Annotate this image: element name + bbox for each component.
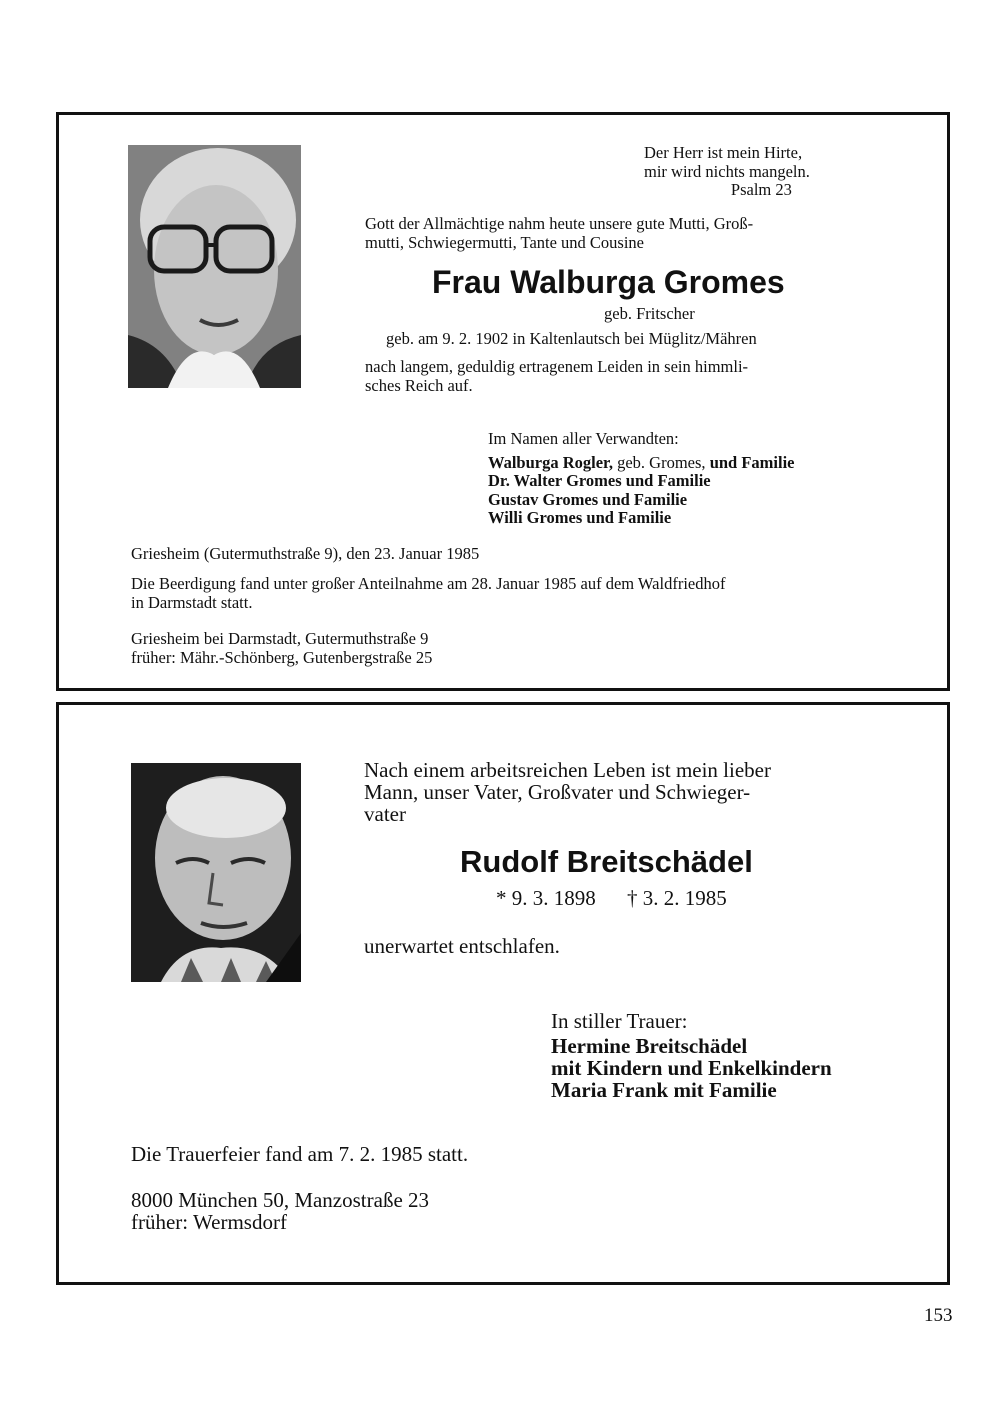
mourner: Dr. Walter Gromes und Familie [488,471,711,490]
mourner: Hermine Breitschädel [551,1034,748,1058]
address-line: früher: Wermsdorf [131,1210,287,1234]
mourner: mit Kindern und Enkelkindern [551,1056,832,1080]
deceased-name: Rudolf Breitschädel [460,844,753,879]
funeral-line: Die Beerdigung fand unter großer Anteilnahme am 28. Januar 1985 auf dem Waldfriedhof [131,574,726,593]
mourner-name: Walburga Rogler, [488,452,613,472]
mourners-block [488,430,795,528]
epigraph-source: Psalm 23 [730,180,792,199]
mourner: Willi Gromes und Familie [488,508,672,527]
outro-text: unerwartet entschlafen. [364,934,560,958]
funeral-info [131,575,725,612]
mourner [488,454,795,473]
portrait-rudolf-breitschaedel [131,763,301,982]
mourners-intro: In stiller Trauer: [551,1009,688,1033]
outro-text [365,358,748,395]
address-line: Griesheim bei Darmstadt, Gutermuthstraße 9 [131,629,429,648]
intro-text [365,215,753,252]
outro-line: nach langem, geduldig ertragenem Leiden in sein himmli- [365,357,749,376]
page-number: 153 [924,1305,953,1326]
death-date: † 3. 2. 1985 [627,886,727,910]
mourner: Maria Frank mit Familie [551,1078,777,1102]
epigraph-line: mir wird nichts mangeln. [644,161,810,181]
intro-line: Nach einem arbeitsreichen Leben ist mein lieber [364,758,771,782]
intro-line: mutti, Schwiegermutti, Tante und Cousine [365,232,645,252]
place-date: Griesheim (Gutermuthstraße 9), den 23. Januar 1985 [131,544,480,563]
outro-line: sches Reich auf. [365,375,473,395]
birth-details: geb. am 9. 2. 1902 in Kaltenlautsch bei Müglitz/Mähren [386,329,757,348]
mourners-intro: Im Namen aller Verwandten: [488,429,679,448]
service-info: Die Trauerfeier fand am 7. 2. 1985 statt. [131,1142,469,1166]
deceased-name: Frau Walburga Gromes [432,264,785,300]
portrait-walburga-gromes [128,145,301,388]
intro-line: vater [364,802,406,826]
mourner-maiden: geb. Gromes, [612,452,710,472]
address [131,1189,429,1233]
address [131,630,432,667]
address-line: 8000 München 50, Manzostraße 23 [131,1188,430,1212]
portrait-elderly-man-image [131,763,301,982]
mourner: Gustav Gromes und Familie [488,489,688,509]
epigraph-line: Der Herr ist mein Hirte, [644,143,803,162]
birth-date: * 9. 3. 1898 [496,886,596,910]
funeral-line: in Darmstadt statt. [131,592,253,612]
mourners-block [551,1010,832,1101]
portrait-elderly-woman-image [128,145,301,388]
intro-text [364,759,771,825]
maiden-name: geb. Fritscher [604,304,695,323]
epigraph [644,144,810,200]
life-dates [496,887,727,909]
address-line: früher: Mähr.-Schönberg, Gutenbergstraße 25 [131,647,433,667]
intro-line: Mann, unser Vater, Großvater und Schwieger- [364,780,751,804]
intro-line: Gott der Allmächtige nahm heute unsere gute Mutti, Groß- [365,214,754,233]
mourner-family: und Familie [709,452,795,472]
